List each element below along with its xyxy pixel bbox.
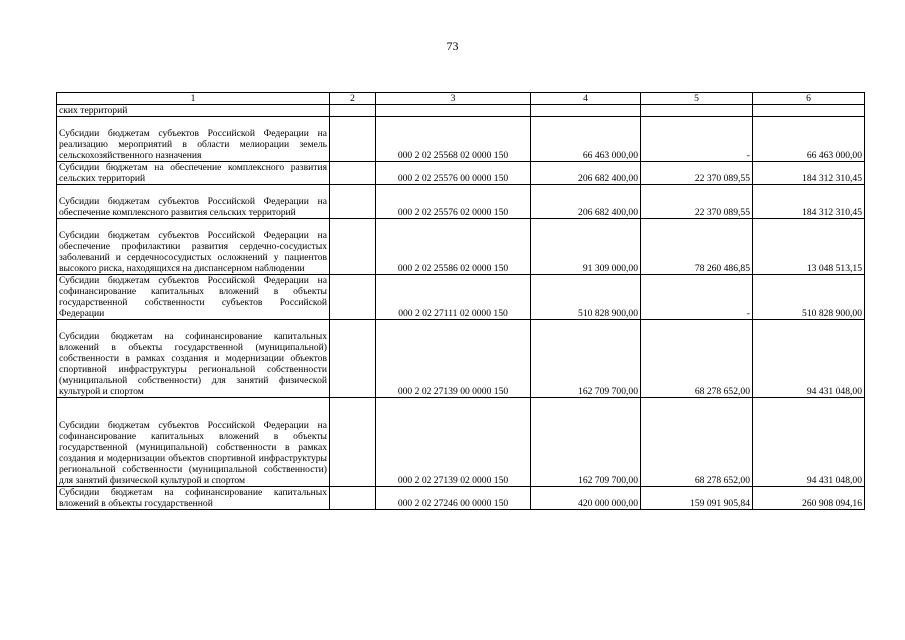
row-value-5: 22 370 089,55 <box>641 185 753 219</box>
row-value-4 <box>531 105 641 117</box>
row-value-6: 260 908 094,16 <box>753 487 865 510</box>
row-value-6: 13 048 513,15 <box>753 219 865 275</box>
row-value-5: 159 091 905,84 <box>641 487 753 510</box>
row-code <box>376 105 531 117</box>
row-col2 <box>330 105 376 117</box>
row-col2 <box>330 117 376 162</box>
row-value-6: 510 828 900,00 <box>753 275 865 320</box>
row-col2 <box>330 398 376 487</box>
table-body <box>57 105 865 510</box>
row-code: 000 2 02 27246 00 0000 150 <box>376 487 531 510</box>
table-row <box>57 275 865 320</box>
table-header-row <box>57 93 865 105</box>
row-col2 <box>330 275 376 320</box>
row-value-5 <box>641 105 753 117</box>
row-col2 <box>330 185 376 219</box>
row-name: Субсидии бюджетам на обеспечение комплексного развития сельских территорий <box>57 162 330 185</box>
row-name: Субсидии бюджетам субъектов Российской Федерации на реализацию мероприятий в области мелиорации земель сельскохозяйственного назначения <box>57 117 330 162</box>
row-col2 <box>330 162 376 185</box>
row-code: 000 2 02 25576 00 0000 150 <box>376 162 531 185</box>
table-row <box>57 398 865 487</box>
row-code: 000 2 02 27139 00 0000 150 <box>376 320 531 398</box>
table-row <box>57 162 865 185</box>
row-value-5: 68 278 652,00 <box>641 398 753 487</box>
row-value-5: 68 278 652,00 <box>641 320 753 398</box>
row-value-6: 184 312 310,45 <box>753 185 865 219</box>
row-value-5: 22 370 089,55 <box>641 162 753 185</box>
row-value-5: - <box>641 275 753 320</box>
row-code: 000 2 02 25568 02 0000 150 <box>376 117 531 162</box>
row-name: ских территорий <box>57 105 330 117</box>
table-row <box>57 320 865 398</box>
row-name: Субсидии бюджетам на софинансирование капитальных вложений в объекты государственной (муниципальной) собственности в рамках создания и модернизации объектов спортивной инфраструктуры региональной собственности (муниципальной собственности) для занятий физической культурой и спортом <box>57 320 330 398</box>
row-code: 000 2 02 25576 02 0000 150 <box>376 185 531 219</box>
row-value-6: 184 312 310,45 <box>753 162 865 185</box>
row-name: Субсидии бюджетам субъектов Российской Федерации на обеспечение комплексного развития сельских территорий <box>57 185 330 219</box>
row-value-4: 206 682 400,00 <box>531 162 641 185</box>
row-value-4: 510 828 900,00 <box>531 275 641 320</box>
row-value-4: 162 709 700,00 <box>531 398 641 487</box>
table-row <box>57 105 865 117</box>
budget-table <box>56 92 865 510</box>
table-row <box>57 185 865 219</box>
row-code: 000 2 02 27139 02 0000 150 <box>376 398 531 487</box>
row-name: Субсидии бюджетам субъектов Российской Федерации на софинансирование капитальных вложений в объекты государственной (муниципальной) собственности в рамках создания и модернизации объектов спортивной инфраструктуры региональной собственности (муниципальной собственности) для занятий физической культурой и спортом <box>57 398 330 487</box>
row-value-6: 94 431 048,00 <box>753 398 865 487</box>
page-number: 73 <box>446 39 459 53</box>
row-value-4: 420 000 000,00 <box>531 487 641 510</box>
row-value-6 <box>753 105 865 117</box>
row-col2 <box>330 219 376 275</box>
table-row <box>57 487 865 510</box>
row-code: 000 2 02 27111 02 0000 150 <box>376 275 531 320</box>
row-name: Субсидии бюджетам субъектов Российской Федерации на обеспечение профилактики развития сердечно-сосудистых заболеваний и сердечнососудистых осложнений у пациентов высокого риска, находящихся на диспансерном наблюдении <box>57 219 330 275</box>
header-cell-2: 2 <box>330 93 376 105</box>
header-cell-4: 4 <box>531 93 641 105</box>
table-row <box>57 219 865 275</box>
row-value-6: 94 431 048,00 <box>753 320 865 398</box>
row-name: Субсидии бюджетам на софинансирование капитальных вложений в объекты государственной <box>57 487 330 510</box>
row-value-5: - <box>641 117 753 162</box>
row-col2 <box>330 487 376 510</box>
table-row <box>57 117 865 162</box>
row-value-4: 162 709 700,00 <box>531 320 641 398</box>
row-code: 000 2 02 25586 02 0000 150 <box>376 219 531 275</box>
row-value-6: 66 463 000,00 <box>753 117 865 162</box>
row-value-4: 66 463 000,00 <box>531 117 641 162</box>
header-cell-6: 6 <box>753 93 865 105</box>
row-col2 <box>330 320 376 398</box>
row-value-4: 206 682 400,00 <box>531 185 641 219</box>
header-cell-3: 3 <box>376 93 531 105</box>
row-value-4: 91 309 000,00 <box>531 219 641 275</box>
header-cell-5: 5 <box>641 93 753 105</box>
row-value-5: 78 260 486,85 <box>641 219 753 275</box>
header-cell-1: 1 <box>57 93 330 105</box>
row-name: Субсидии бюджетам субъектов Российской Федерации на софинансирование капитальных вложений в объекты государственной собственности субъектов Российской Федерации <box>57 275 330 320</box>
